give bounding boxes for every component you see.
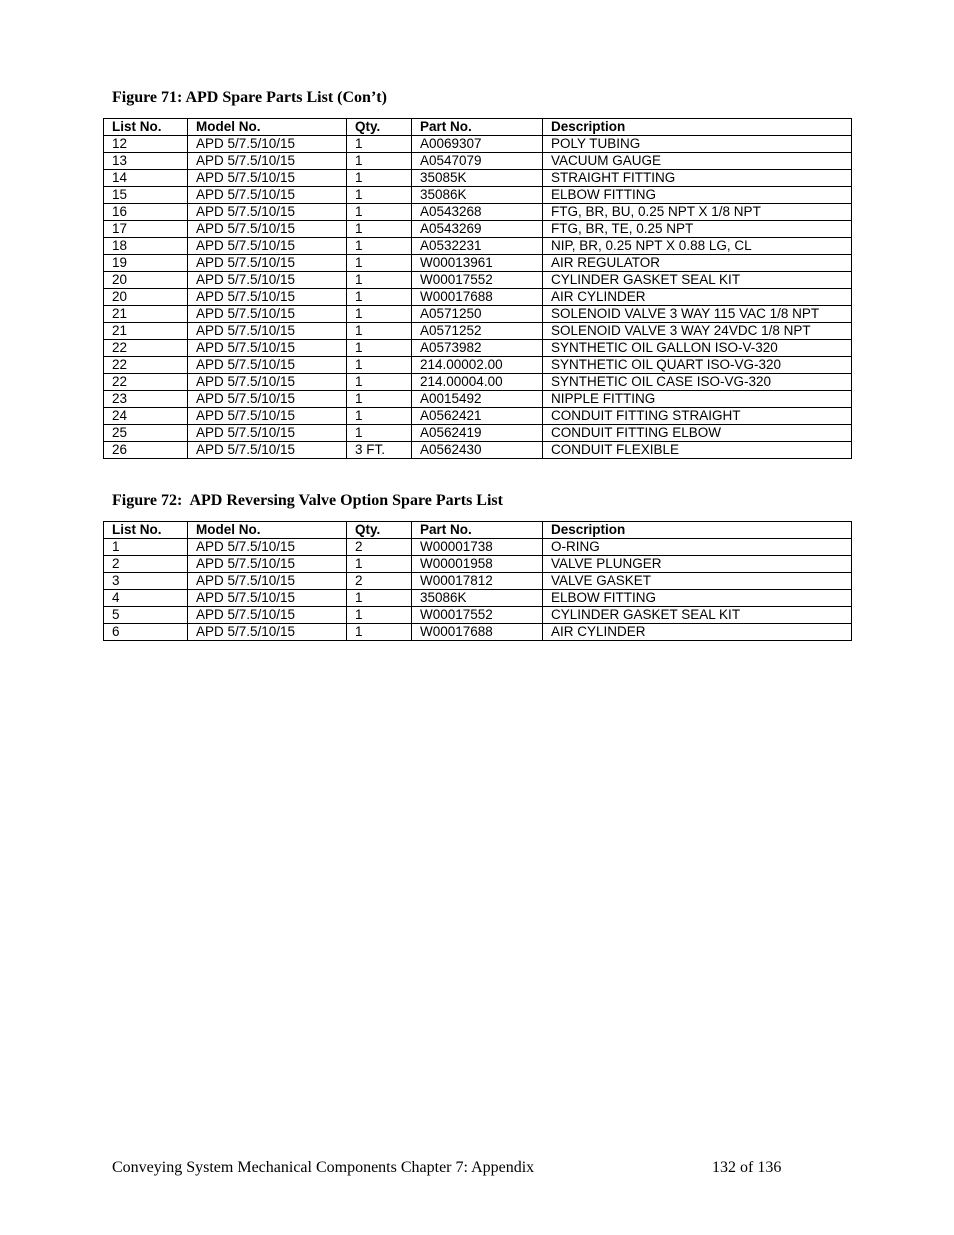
cell-model-no: APD 5/7.5/10/15 <box>188 590 347 607</box>
table-row <box>104 323 852 340</box>
cell-model-no: APD 5/7.5/10/15 <box>188 204 347 221</box>
cell-description: STRAIGHT FITTING <box>543 170 852 187</box>
cell-model-no: APD 5/7.5/10/15 <box>188 289 347 306</box>
cell-model-no: APD 5/7.5/10/15 <box>188 442 347 459</box>
table-row <box>104 136 852 153</box>
cell-part-no: 35086K <box>412 590 543 607</box>
spare-parts-table <box>103 118 852 459</box>
cell-part-no: A0573982 <box>412 340 543 357</box>
table-row <box>104 573 852 590</box>
cell-description: VALVE GASKET <box>543 573 852 590</box>
cell-description: O-RING <box>543 539 852 556</box>
cell-model-no: APD 5/7.5/10/15 <box>188 408 347 425</box>
cell-part-no: 214.00004.00 <box>412 374 543 391</box>
cell-model-no: APD 5/7.5/10/15 <box>188 272 347 289</box>
cell-description: CYLINDER GASKET SEAL KIT <box>543 607 852 624</box>
header-model-no: Model No. <box>188 119 347 136</box>
cell-list-no: 1 <box>104 539 188 556</box>
cell-qty: 1 <box>347 340 412 357</box>
cell-list-no: 14 <box>104 170 188 187</box>
cell-part-no: 35086K <box>412 187 543 204</box>
cell-part-no: W00001738 <box>412 539 543 556</box>
cell-part-no: W00017688 <box>412 624 543 641</box>
table-row <box>104 153 852 170</box>
cell-model-no: APD 5/7.5/10/15 <box>188 153 347 170</box>
cell-qty: 1 <box>347 624 412 641</box>
cell-description: FTG, BR, TE, 0.25 NPT <box>543 221 852 238</box>
cell-list-no: 25 <box>104 425 188 442</box>
cell-description: AIR REGULATOR <box>543 255 852 272</box>
cell-part-no: A0562421 <box>412 408 543 425</box>
cell-part-no: W00017688 <box>412 289 543 306</box>
cell-qty: 1 <box>347 170 412 187</box>
cell-list-no: 16 <box>104 204 188 221</box>
header-row <box>104 522 852 539</box>
cell-model-no: APD 5/7.5/10/15 <box>188 170 347 187</box>
table-row <box>104 221 852 238</box>
cell-description: ELBOW FITTING <box>543 590 852 607</box>
cell-model-no: APD 5/7.5/10/15 <box>188 425 347 442</box>
cell-part-no: A0532231 <box>412 238 543 255</box>
cell-list-no: 20 <box>104 272 188 289</box>
cell-model-no: APD 5/7.5/10/15 <box>188 573 347 590</box>
cell-list-no: 21 <box>104 323 188 340</box>
header-description: Description <box>543 119 852 136</box>
cell-description: VACUUM GAUGE <box>543 153 852 170</box>
cell-description: FTG, BR, BU, 0.25 NPT X 1/8 NPT <box>543 204 852 221</box>
cell-qty: 1 <box>347 357 412 374</box>
cell-model-no: APD 5/7.5/10/15 <box>188 221 347 238</box>
header-description: Description <box>543 522 852 539</box>
cell-qty: 1 <box>347 323 412 340</box>
cell-list-no: 22 <box>104 340 188 357</box>
table-row <box>104 255 852 272</box>
cell-part-no: W00017812 <box>412 573 543 590</box>
cell-list-no: 13 <box>104 153 188 170</box>
cell-description: AIR CYLINDER <box>543 289 852 306</box>
table-body <box>104 539 852 641</box>
cell-qty: 3 FT. <box>347 442 412 459</box>
header-qty: Qty. <box>347 119 412 136</box>
table-row <box>104 272 852 289</box>
cell-qty: 1 <box>347 204 412 221</box>
cell-list-no: 15 <box>104 187 188 204</box>
cell-qty: 1 <box>347 590 412 607</box>
cell-part-no: W00017552 <box>412 272 543 289</box>
cell-model-no: APD 5/7.5/10/15 <box>188 238 347 255</box>
cell-part-no: A0562430 <box>412 442 543 459</box>
cell-qty: 1 <box>347 136 412 153</box>
cell-model-no: APD 5/7.5/10/15 <box>188 607 347 624</box>
cell-part-no: A0571252 <box>412 323 543 340</box>
cell-qty: 2 <box>347 573 412 590</box>
cell-model-no: APD 5/7.5/10/15 <box>188 323 347 340</box>
cell-qty: 1 <box>347 187 412 204</box>
cell-model-no: APD 5/7.5/10/15 <box>188 136 347 153</box>
cell-qty: 1 <box>347 408 412 425</box>
cell-description: CONDUIT FLEXIBLE <box>543 442 852 459</box>
table-row <box>104 556 852 573</box>
cell-model-no: APD 5/7.5/10/15 <box>188 187 347 204</box>
cell-description: NIPPLE FITTING <box>543 391 852 408</box>
table-row <box>104 391 852 408</box>
cell-description: AIR CYLINDER <box>543 624 852 641</box>
table-row <box>104 340 852 357</box>
table-row <box>104 408 852 425</box>
cell-qty: 1 <box>347 238 412 255</box>
page-number: 132 of 136 <box>712 1159 782 1176</box>
header-part-no: Part No. <box>412 119 543 136</box>
table-row <box>104 289 852 306</box>
header-part-no: Part No. <box>412 522 543 539</box>
cell-description: ELBOW FITTING <box>543 187 852 204</box>
cell-list-no: 22 <box>104 357 188 374</box>
cell-list-no: 20 <box>104 289 188 306</box>
cell-qty: 1 <box>347 272 412 289</box>
table-row <box>104 374 852 391</box>
cell-part-no: A0069307 <box>412 136 543 153</box>
cell-qty: 1 <box>347 607 412 624</box>
figure-71-caption: Figure 71: APD Spare Parts List (Con’t) <box>112 89 387 106</box>
cell-model-no: APD 5/7.5/10/15 <box>188 624 347 641</box>
cell-list-no: 12 <box>104 136 188 153</box>
cell-model-no: APD 5/7.5/10/15 <box>188 391 347 408</box>
cell-qty: 1 <box>347 556 412 573</box>
cell-list-no: 22 <box>104 374 188 391</box>
cell-qty: 1 <box>347 306 412 323</box>
table-row <box>104 607 852 624</box>
cell-description: SYNTHETIC OIL QUART ISO-VG-320 <box>543 357 852 374</box>
cell-model-no: APD 5/7.5/10/15 <box>188 357 347 374</box>
cell-qty: 1 <box>347 391 412 408</box>
cell-model-no: APD 5/7.5/10/15 <box>188 556 347 573</box>
cell-part-no: A0571250 <box>412 306 543 323</box>
cell-list-no: 21 <box>104 306 188 323</box>
footer-document-title: Conveying System Mechanical Components Chapter 7: Appendix <box>112 1159 535 1176</box>
table-row <box>104 590 852 607</box>
cell-part-no: W00013961 <box>412 255 543 272</box>
table-row <box>104 624 852 641</box>
cell-list-no: 5 <box>104 607 188 624</box>
cell-qty: 1 <box>347 374 412 391</box>
table-body <box>104 136 852 459</box>
cell-part-no: A0015492 <box>412 391 543 408</box>
table-row <box>104 306 852 323</box>
cell-part-no: W00017552 <box>412 607 543 624</box>
table-row <box>104 238 852 255</box>
cell-model-no: APD 5/7.5/10/15 <box>188 306 347 323</box>
cell-qty: 1 <box>347 425 412 442</box>
cell-description: CONDUIT FITTING STRAIGHT <box>543 408 852 425</box>
cell-list-no: 18 <box>104 238 188 255</box>
cell-qty: 2 <box>347 539 412 556</box>
header-list-no: List No. <box>104 119 188 136</box>
cell-list-no: 4 <box>104 590 188 607</box>
cell-list-no: 26 <box>104 442 188 459</box>
header-qty: Qty. <box>347 522 412 539</box>
cell-qty: 1 <box>347 221 412 238</box>
figure-72-caption: Figure 72: APD Reversing Valve Option Spare Parts List <box>112 492 503 509</box>
cell-part-no: A0543269 <box>412 221 543 238</box>
header-list-no: List No. <box>104 522 188 539</box>
cell-description: SOLENOID VALVE 3 WAY 115 VAC 1/8 NPT <box>543 306 852 323</box>
table-row <box>104 442 852 459</box>
cell-description: CYLINDER GASKET SEAL KIT <box>543 272 852 289</box>
cell-part-no: 214.00002.00 <box>412 357 543 374</box>
header-model-no: Model No. <box>188 522 347 539</box>
cell-description: SYNTHETIC OIL CASE ISO-VG-320 <box>543 374 852 391</box>
table-row <box>104 170 852 187</box>
cell-part-no: A0562419 <box>412 425 543 442</box>
cell-description: SOLENOID VALVE 3 WAY 24VDC 1/8 NPT <box>543 323 852 340</box>
cell-description: POLY TUBING <box>543 136 852 153</box>
cell-list-no: 3 <box>104 573 188 590</box>
cell-part-no: 35085K <box>412 170 543 187</box>
table-header <box>104 522 852 539</box>
cell-list-no: 17 <box>104 221 188 238</box>
cell-part-no: W00001958 <box>412 556 543 573</box>
cell-list-no: 6 <box>104 624 188 641</box>
cell-list-no: 23 <box>104 391 188 408</box>
table-row <box>104 204 852 221</box>
cell-description: NIP, BR, 0.25 NPT X 0.88 LG, CL <box>543 238 852 255</box>
cell-model-no: APD 5/7.5/10/15 <box>188 255 347 272</box>
reversing-valve-parts-table <box>103 521 852 641</box>
cell-list-no: 19 <box>104 255 188 272</box>
cell-qty: 1 <box>347 289 412 306</box>
cell-description: VALVE PLUNGER <box>543 556 852 573</box>
table-row <box>104 357 852 374</box>
cell-list-no: 24 <box>104 408 188 425</box>
cell-model-no: APD 5/7.5/10/15 <box>188 374 347 391</box>
table-row <box>104 187 852 204</box>
table-header <box>104 119 852 136</box>
header-row <box>104 119 852 136</box>
cell-model-no: APD 5/7.5/10/15 <box>188 539 347 556</box>
cell-qty: 1 <box>347 255 412 272</box>
cell-part-no: A0547079 <box>412 153 543 170</box>
cell-model-no: APD 5/7.5/10/15 <box>188 340 347 357</box>
cell-part-no: A0543268 <box>412 204 543 221</box>
cell-qty: 1 <box>347 153 412 170</box>
cell-description: SYNTHETIC OIL GALLON ISO-V-320 <box>543 340 852 357</box>
cell-description: CONDUIT FITTING ELBOW <box>543 425 852 442</box>
table-row <box>104 425 852 442</box>
table-row <box>104 539 852 556</box>
cell-list-no: 2 <box>104 556 188 573</box>
